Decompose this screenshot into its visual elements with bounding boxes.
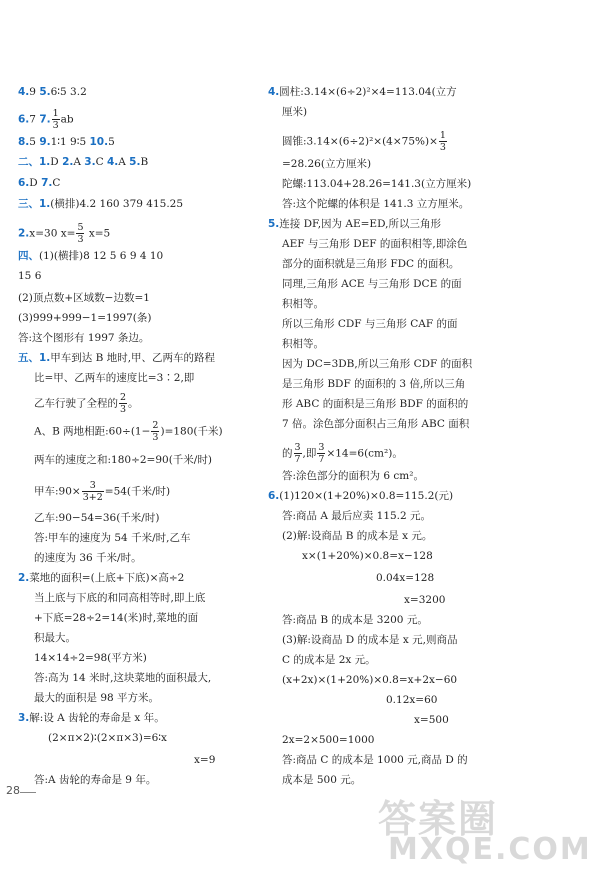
- fraction-numerator: 2: [120, 392, 127, 403]
- answer-text: 5: [108, 136, 115, 148]
- answer-line: [386, 692, 437, 708]
- question-number: 5.: [39, 86, 51, 98]
- answer-text: x×(1+20%)×0.8=x−128: [302, 550, 433, 562]
- answer-text: 两车的速度之和:180÷2=90(千米/时): [34, 454, 212, 466]
- answer-line: [18, 84, 87, 100]
- answer-text: 答:这个陀螺的体积是 141.3 立方厘米。: [282, 198, 470, 210]
- answer-line: [34, 480, 170, 503]
- answer-line: [34, 550, 142, 566]
- answer-line: [18, 570, 184, 586]
- watermark-logo: 答案圈: [378, 797, 499, 841]
- question-number: 5.: [129, 156, 141, 168]
- page-number: 28: [6, 784, 20, 797]
- answer-line: [282, 416, 469, 432]
- fraction-denominator: 3: [439, 142, 446, 153]
- answer-line: [18, 154, 148, 170]
- answer-text: 解:设 A 齿轮的寿命是 x 年。: [29, 712, 165, 724]
- question-number: 6.: [268, 490, 280, 502]
- answer-text: (1)120×(1+20%)×0.8=115.2(元): [279, 490, 454, 502]
- answer-line: [34, 370, 194, 386]
- question-number: 10.: [89, 136, 109, 148]
- answer-text: 14×14÷2=98(平方米): [34, 652, 147, 664]
- answer-line: [34, 690, 159, 706]
- question-number: 4.: [106, 156, 119, 168]
- answer-line: [282, 130, 448, 153]
- answer-text: C 的成本是 2x 元。: [282, 654, 376, 666]
- fraction-numerator: 2: [152, 420, 159, 431]
- answer-text: C: [52, 177, 61, 189]
- question-number: 5.: [268, 218, 280, 230]
- answer-line: [282, 276, 462, 292]
- answer-line: [34, 590, 205, 606]
- answer-line: [18, 248, 163, 264]
- answer-text: ×14=6(cm²)。: [326, 447, 403, 460]
- answer-line: [18, 350, 215, 366]
- answer-text: (横排)4.2 160 379 415.25: [50, 198, 184, 210]
- answer-text: (2)解:设商品 B 的成本是 x 元。: [282, 530, 433, 542]
- answer-text: 的: [282, 447, 293, 460]
- fraction: [52, 108, 60, 131]
- answer-line: [268, 84, 457, 100]
- answer-line: [34, 610, 198, 626]
- answer-line: [282, 316, 458, 332]
- answer-text: 圆柱:3.14×(6÷2)²×4=113.04(立方: [279, 86, 457, 98]
- answer-text: A: [118, 156, 130, 168]
- question-number: 2.: [62, 156, 74, 168]
- answer-text: =28.26(立方厘米): [282, 158, 372, 170]
- answer-text: 7 倍。涂色部分面积占三角形 ABC 面积: [282, 418, 470, 430]
- answer-line: [282, 752, 468, 768]
- answer-line: [282, 296, 324, 312]
- answer-line: [282, 632, 457, 648]
- answer-line: [34, 530, 190, 546]
- answer-text: 积最大。: [34, 632, 76, 644]
- answer-text: 答:商品 B 的成本是 3200 元。: [282, 614, 428, 626]
- answer-text: (x+2x)×(1+20%)×0.8=x+2x−60: [282, 674, 458, 686]
- answer-line: [282, 156, 371, 172]
- answer-text: 因为 DC=3DB,所以三角形 CDF 的面积: [282, 358, 473, 370]
- question-number: 二、1.: [18, 156, 51, 168]
- answer-line: [18, 330, 149, 346]
- answer-text: 圆锥:3.14×(6÷2)²×(4×75%)×: [282, 135, 438, 148]
- answer-text: 答:这个图形有 1997 条边。: [18, 332, 150, 344]
- fraction-numerator: 1: [439, 130, 446, 141]
- fraction-numerator: 3: [82, 480, 104, 492]
- answer-line: [282, 236, 467, 252]
- answer-text: D: [50, 156, 63, 168]
- answer-text: 6∶5 3.2: [50, 86, 87, 98]
- fraction-numerator: 3: [318, 442, 325, 453]
- fraction: [439, 130, 447, 153]
- answer-text: 连接 DF,因为 AE=ED,所以三角形: [279, 218, 441, 230]
- answer-line: [282, 176, 471, 192]
- answer-text: (3)999+999−1=1997(条): [18, 312, 152, 324]
- fraction-denominator: 3: [77, 234, 84, 245]
- answer-line: [34, 630, 76, 646]
- answer-text: 1∶1 9∶5: [50, 136, 90, 148]
- fraction-denominator: 3: [120, 404, 127, 415]
- answer-text: 是三角形 BDF 的面积的 3 倍,所以三角: [282, 378, 466, 390]
- answer-text: 乙车:90−54=36(千米/时): [34, 512, 160, 524]
- answer-text: 答:甲车的速度为 54 千米/时,乙车: [34, 532, 191, 544]
- fraction-denominator: 7: [294, 454, 301, 465]
- fraction: [119, 392, 127, 415]
- answer-line: [18, 108, 74, 131]
- fraction-numerator: 5: [77, 222, 84, 233]
- answer-line: [282, 376, 465, 392]
- answer-text: x=30 x=: [29, 227, 76, 240]
- answer-line: [302, 548, 433, 564]
- answer-line: [34, 392, 139, 415]
- answer-line: [282, 528, 432, 544]
- fraction-denominator: 3: [52, 120, 59, 131]
- page-number-rule: [20, 792, 36, 793]
- answer-text: 7: [29, 113, 40, 126]
- question-number: 3.: [84, 156, 96, 168]
- answer-line: [18, 196, 183, 212]
- answer-text: 5: [29, 136, 40, 148]
- answer-line: [282, 196, 469, 212]
- answer-text: x=500: [414, 714, 449, 726]
- answer-line: [282, 468, 424, 484]
- question-number: 6.: [18, 113, 30, 126]
- answer-text: (2×π×2)∶(2×π×3)=6∶x: [48, 732, 167, 744]
- answer-line: [282, 256, 459, 272]
- answer-line: [18, 290, 150, 306]
- answer-line: [414, 712, 449, 728]
- answer-line: [18, 310, 151, 326]
- answer-text: 所以三角形 CDF 与三角形 CAF 的面: [282, 318, 458, 330]
- answer-text: )=180(千米): [160, 425, 223, 438]
- answer-line: [34, 670, 211, 686]
- answer-text: 的速度为 36 千米/时。: [34, 552, 142, 564]
- fraction: [76, 222, 84, 245]
- answer-text: 甲车:90×: [34, 485, 81, 498]
- answer-text: 答:商品 C 的成本是 1000 元,商品 D 的: [282, 754, 468, 766]
- answer-line: [282, 442, 403, 465]
- answer-line: [282, 612, 428, 628]
- fraction-numerator: 1: [52, 108, 59, 119]
- answer-line: [18, 175, 60, 191]
- answer-text: AEF 与三角形 DEF 的面积相等,即涂色: [282, 238, 468, 250]
- answer-line: [268, 488, 453, 504]
- fraction-numerator: 3: [294, 442, 301, 453]
- answer-text: (2)顶点数+区域数−边数=1: [18, 292, 150, 304]
- answer-line: [18, 134, 115, 150]
- answer-line: [282, 672, 457, 688]
- answer-text: 积相等。: [282, 338, 324, 350]
- answer-line: [268, 216, 441, 232]
- answer-text: A: [73, 156, 85, 168]
- answer-text: 15 6: [18, 270, 42, 282]
- answer-text: 乙车行驶了全程的: [34, 397, 118, 410]
- fraction: [294, 442, 302, 465]
- fraction-denominator: 3+2: [82, 492, 103, 503]
- answer-text: 答:A 齿轮的寿命是 9 年。: [34, 774, 157, 786]
- answer-text: 陀螺:113.04+28.26=141.3(立方厘米): [282, 178, 472, 190]
- answer-text: 菜地的面积=(上底+下底)×高÷2: [29, 572, 185, 584]
- answer-text: x=3200: [404, 594, 446, 606]
- answer-text: +下底=28÷2=14(米)时,菜地的面: [34, 612, 199, 624]
- answer-text: =54(千米/时): [104, 485, 171, 498]
- question-number: 五、1.: [18, 352, 51, 364]
- answer-line: [282, 356, 472, 372]
- question-number: 4.: [268, 86, 280, 98]
- answer-text: 9: [29, 86, 40, 98]
- answer-text: 部分的面积就是三角形 FDC 的面积。: [282, 258, 460, 270]
- answer-text: C: [95, 156, 107, 168]
- answer-text: ,即: [302, 447, 317, 460]
- answer-text: B: [140, 156, 149, 168]
- answer-line: [34, 510, 159, 526]
- answer-line: [194, 752, 215, 768]
- answer-text: 0.12x=60: [386, 694, 438, 706]
- answer-text: ab: [60, 113, 74, 126]
- answer-text: 当上底与下底的和同高相等时,即上底: [34, 592, 206, 604]
- answer-line: [18, 268, 41, 284]
- answer-line: [34, 650, 147, 666]
- answer-line: [48, 730, 167, 746]
- answer-text: 。: [128, 397, 139, 410]
- watermark-url: MXQE.COM: [388, 832, 592, 867]
- answer-line: [282, 104, 307, 120]
- answer-text: 比=甲、乙两车的速度比=3∶2,即: [34, 372, 195, 384]
- fraction: [82, 480, 104, 503]
- answer-line: [404, 592, 445, 608]
- question-number: 3.: [18, 712, 30, 724]
- question-number: 9.: [39, 136, 51, 148]
- answer-text: 甲车到达 B 地时,甲、乙两车的路程: [50, 352, 216, 364]
- question-number: 6.: [18, 177, 30, 189]
- answer-text: x=5: [85, 227, 111, 240]
- answer-text: 答:涂色部分的面积为 6 cm²。: [282, 470, 424, 482]
- answer-text: 0.04x=128: [376, 572, 435, 584]
- answer-line: [282, 652, 376, 668]
- answer-text: 同理,三角形 ACE 与三角形 DCE 的面: [282, 278, 462, 290]
- question-number: 8.: [18, 136, 30, 148]
- fraction: [317, 442, 325, 465]
- fraction-denominator: 7: [318, 454, 325, 465]
- question-number: 三、1.: [18, 198, 51, 210]
- question-number: 7.: [39, 113, 51, 126]
- answer-text: 成本是 500 元。: [282, 774, 362, 786]
- question-number: 2.: [18, 227, 30, 240]
- answer-line: [34, 420, 223, 443]
- answer-text: 厘米): [282, 106, 308, 118]
- question-number: 7.: [41, 177, 53, 189]
- answer-line: [282, 772, 361, 788]
- answer-line: [282, 732, 374, 748]
- answer-line: [282, 508, 431, 524]
- answer-text: 最大的面积是 98 平方米。: [34, 692, 160, 704]
- answer-text: 答:高为 14 米时,这块菜地的面积最大,: [34, 672, 212, 684]
- answer-text: (3)解:设商品 D 的成本是 x 元,则商品: [282, 634, 458, 646]
- question-number: 四、: [18, 250, 39, 262]
- answer-line: [18, 222, 110, 245]
- answer-line: [282, 396, 468, 412]
- answer-line: [34, 452, 212, 468]
- answer-text: A、B 两地相距:60÷(1−: [34, 425, 151, 438]
- answer-line: [376, 570, 434, 586]
- answer-text: 2x=2×500=1000: [282, 734, 375, 746]
- answer-line: [34, 772, 156, 788]
- fraction-denominator: 3: [152, 432, 159, 443]
- answer-text: x=9: [194, 754, 216, 766]
- fraction: [151, 420, 159, 443]
- question-number: 4.: [18, 86, 30, 98]
- answer-line: [282, 336, 324, 352]
- answer-text: 答:商品 A 最后应卖 115.2 元。: [282, 510, 432, 522]
- answer-text: 积相等。: [282, 298, 324, 310]
- answer-line: [18, 710, 165, 726]
- question-number: 2.: [18, 572, 30, 584]
- answer-text: (1)(横排)8 12 5 6 9 4 10: [39, 250, 164, 262]
- answer-text: D: [29, 177, 42, 189]
- answer-text: 形 ABC 的面积是三角形 BDF 的面积的: [282, 398, 469, 410]
